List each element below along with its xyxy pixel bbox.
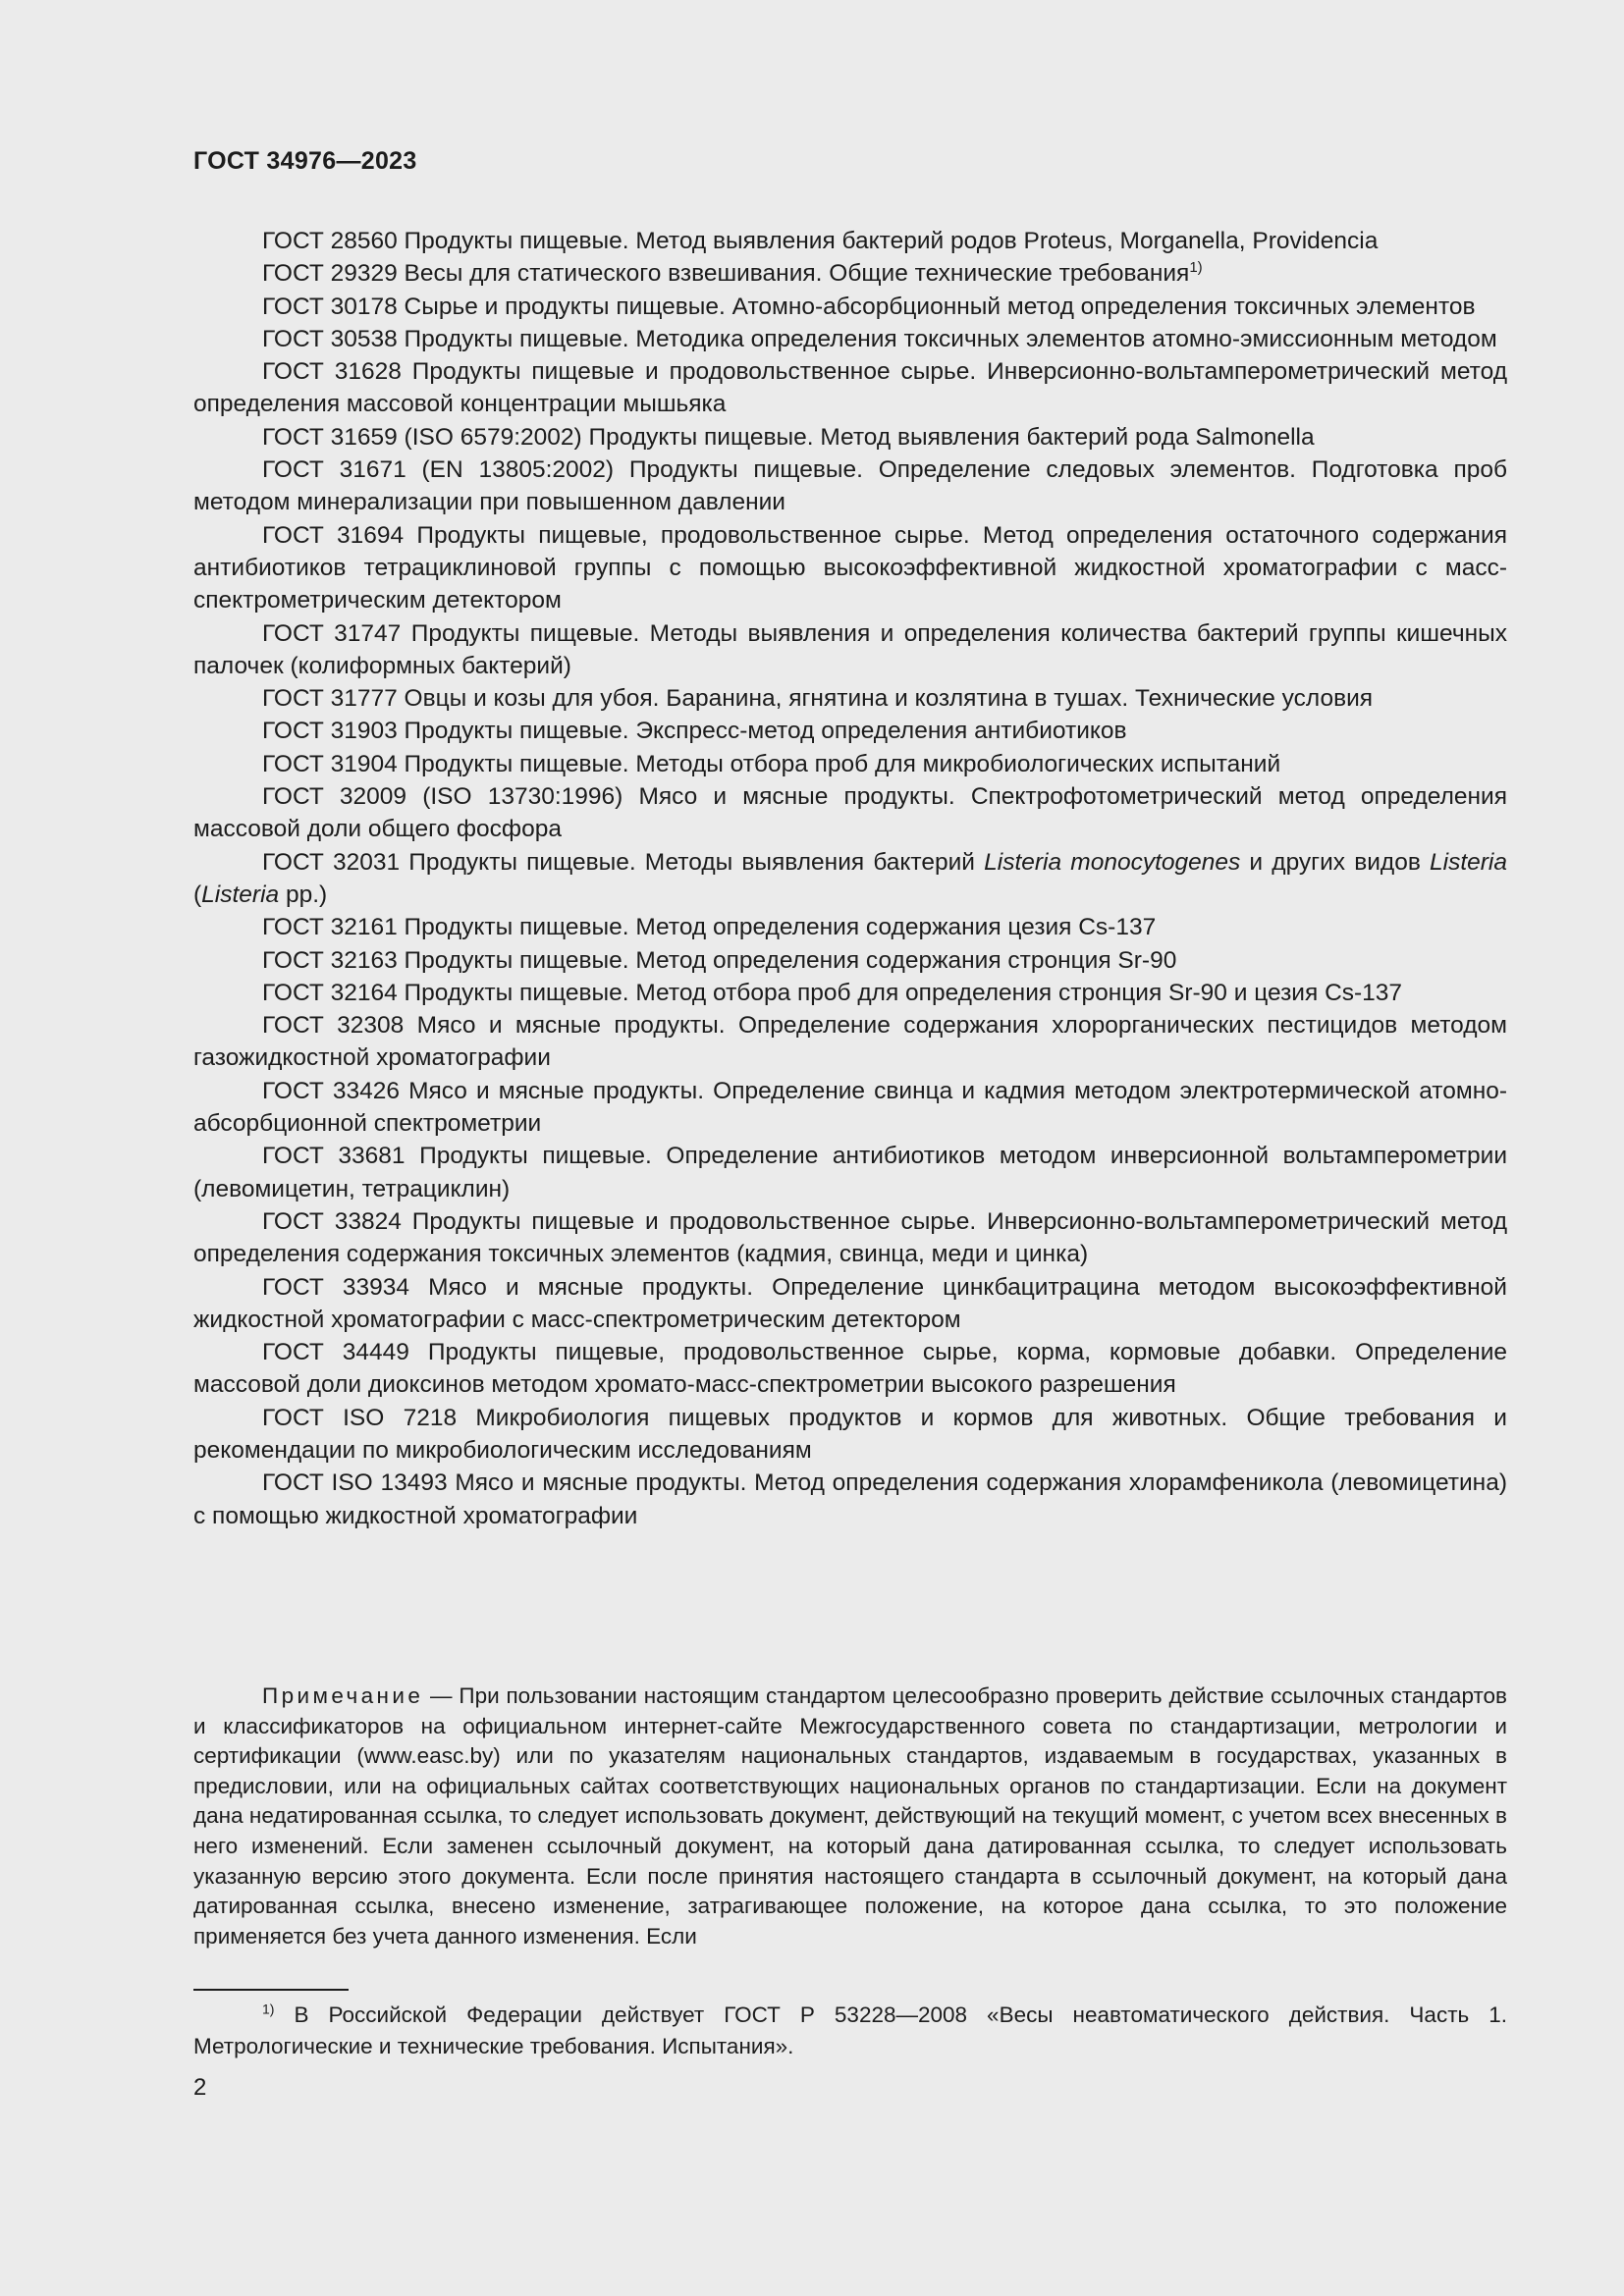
- reference-item: [193, 421, 1507, 454]
- reference-item: [193, 257, 1507, 290]
- reference-code: ГОСТ 33426: [262, 1077, 400, 1104]
- reference-code: ГОСТ 31747: [262, 619, 402, 647]
- reference-title-italic: Listeria: [1430, 848, 1507, 876]
- footnote-reference-marker[interactable]: 1): [1189, 259, 1203, 277]
- reference-item: [193, 323, 1507, 355]
- page-header-title: ГОСТ 34976—2023: [193, 147, 417, 175]
- reference-title: Мясо и мясные продукты. Определение цинкбацитрацина методом высокоэффективной жидкостной хроматографии с масс-спектрометрическим детектором: [193, 1273, 1507, 1333]
- reference-code: ГОСТ 31659 (ISO 6579:2002): [262, 423, 582, 451]
- reference-code: ГОСТ 32163: [262, 946, 398, 974]
- reference-title: Продукты пищевые. Определение антибиотиков методом инверсионной вольтамперометрии (левомицетин, тетрациклин): [193, 1143, 1508, 1202]
- reference-item: [193, 454, 1507, 519]
- reference-code: ГОСТ 31628: [262, 358, 402, 386]
- reference-code: ГОСТ 32308: [262, 1012, 405, 1040]
- reference-code: ГОСТ 34449: [262, 1339, 409, 1366]
- footnote-text: В Российской Федерации действует ГОСТ Р 53228—2008 «Весы неавтоматического действия. Часть 1. Метрологические и технические требования. Испытания».: [193, 2002, 1507, 2058]
- reference-code: ГОСТ ISO 13493: [262, 1469, 448, 1497]
- page-number: 2: [193, 2074, 207, 2101]
- reference-item: [193, 1336, 1507, 1402]
- reference-code: ГОСТ 33681: [262, 1143, 406, 1170]
- reference-title: Продукты пищевые. Метод определения содержания цезия Cs-137: [404, 914, 1157, 941]
- reference-title: Продукты пищевые. Методы выявления и определения количества бактерий группы кишечных палочек (колиформных бактерий): [193, 619, 1507, 679]
- reference-title: Микробиология пищевых продуктов и кормов для животных. Общие требования и рекомендации по микробиологическим исследованиям: [193, 1404, 1507, 1464]
- reference-item: [193, 748, 1507, 780]
- reference-title-italic: Listeria monocytogenes: [984, 848, 1241, 876]
- reference-title: Продукты пищевые и продовольственное сырье. Инверсионно-вольтамперометрический метод определения массовой концентрации мышьяка: [193, 358, 1508, 418]
- reference-title: Продукты пищевые, продовольственное сырье, корма, кормовые добавки. Определение массовой доли диоксинов методом хромато-масс-спектрометрии высокого разрешения: [193, 1339, 1508, 1399]
- reference-title-part: pp.): [279, 881, 328, 908]
- reference-code: ГОСТ 31671 (EN 13805:2002): [262, 456, 615, 484]
- reference-item: [193, 1075, 1507, 1141]
- reference-title: Сырье и продукты пищевые. Атомно-абсорбционный метод определения токсичных элементов: [404, 293, 1476, 320]
- reference-title-part: (: [193, 881, 202, 908]
- reference-item: [193, 715, 1507, 747]
- reference-title: Продукты пищевые. Экспресс-метод определения антибиотиков: [404, 718, 1127, 745]
- reference-title: Мясо и мясные продукты. Метод определения содержания хлорамфеникола (левомицетина) с помощью жидкостной хроматографии: [193, 1469, 1507, 1529]
- reference-title-part: Продукты пищевые. Методы выявления бактерий: [408, 848, 985, 876]
- note-dash: —: [423, 1683, 460, 1708]
- reference-item: [193, 291, 1507, 323]
- reference-code: ГОСТ 32031: [262, 848, 401, 876]
- reference-code: ГОСТ ISO 7218: [262, 1404, 458, 1431]
- reference-item: [193, 1271, 1507, 1337]
- footnote-separator: [193, 1989, 349, 1991]
- reference-item: [193, 1402, 1507, 1468]
- reference-title: Продукты пищевые. Метод выявления бактерий родов Proteus, Morganella, Providencia: [404, 228, 1379, 254]
- reference-code: ГОСТ 31694: [262, 521, 405, 549]
- reference-title: Мясо и мясные продукты. Определение свинца и кадмия методом электротермической атомно-абсорбционной спектрометрии: [193, 1077, 1508, 1138]
- reference-title: Весы для статического взвешивания. Общие технические требования: [404, 260, 1190, 288]
- reference-code: ГОСТ 31903: [262, 718, 398, 745]
- reference-item: [193, 682, 1507, 715]
- reference-item: [193, 780, 1507, 846]
- reference-item: [193, 911, 1507, 943]
- reference-item: [193, 225, 1507, 257]
- reference-item: [193, 1205, 1507, 1271]
- reference-item: [193, 977, 1507, 1009]
- reference-code: ГОСТ 28560: [262, 228, 398, 254]
- note-label: Примечание: [262, 1683, 424, 1708]
- reference-title-part: и других видов: [1240, 848, 1431, 876]
- reference-code: ГОСТ 31904: [262, 750, 398, 777]
- reference-item: [193, 617, 1507, 683]
- reference-code: ГОСТ 33934: [262, 1273, 409, 1301]
- reference-item: [193, 944, 1507, 977]
- reference-title: Овцы и козы для убоя. Баранина, ягнятина и козлятина в тушах. Технические условия: [404, 685, 1374, 713]
- note-text: При пользовании настоящим стандартом целесообразно проверить действие ссылочных стандартов и классификаторов на официальном интернет-сайте Межгосударственного совета по стандартизации, метрологии и сертификации (www.easc.by) или по указателям национальных стандартов, издаваемым в государствах, указанных в предисловии, или на официальных сайтах соответствующих национальных органов по стандартизации. Если на документ дана недатированная ссылка, то следует использовать документ, действующий на текущий момент, с учетом всех внесенных в него изменений. Если заменен ссылочный документ, на который дана датированная ссылка, то следует использовать указанную версию этого документа. Если после принятия настоящего стандарта в ссылочный документ, на который дана датированная ссылка, внесено изменение, затрагивающее положение, на которое дана ссылка, то это положение применяется без учета данного изменения. Если: [193, 1683, 1507, 1949]
- reference-title: Продукты пищевые. Методы отбора проб для микробиологических испытаний: [404, 750, 1281, 777]
- reference-code: ГОСТ 30178: [262, 293, 398, 320]
- reference-code: ГОСТ 29329: [262, 260, 398, 288]
- reference-title: Мясо и мясные продукты. Спектрофотометрический метод определения массовой доли общего фосфора: [193, 783, 1508, 843]
- footnote-marker: 1): [262, 2001, 275, 2017]
- reference-item: [193, 1140, 1507, 1205]
- reference-item: [193, 355, 1507, 421]
- reference-code: ГОСТ 32161: [262, 914, 398, 941]
- reference-item: [193, 1467, 1507, 1532]
- reference-title: Мясо и мясные продукты. Определение содержания хлорорганических пестицидов методом газожидкостной хроматографии: [193, 1012, 1507, 1072]
- reference-title: Продукты пищевые. Методика определения токсичных элементов атомно-эмиссионным методом: [404, 325, 1497, 352]
- reference-item: [193, 519, 1507, 617]
- reference-code: ГОСТ 33824: [262, 1207, 402, 1235]
- reference-title: Продукты пищевые. Метод определения содержания стронция Sr-90: [404, 946, 1177, 974]
- reference-code: ГОСТ 32164: [262, 979, 398, 1006]
- reference-item: [193, 1009, 1507, 1075]
- reference-title: Продукты пищевые. Определение следовых элементов. Подготовка проб методом минерализации при повышенном давлении: [193, 456, 1507, 516]
- reference-code: ГОСТ 30538: [262, 325, 398, 352]
- normative-references-list: [193, 225, 1507, 1532]
- reference-code: ГОСТ 31777: [262, 685, 398, 713]
- note-paragraph: [193, 1682, 1507, 1951]
- footnote: [193, 2000, 1507, 2062]
- reference-title: Продукты пищевые и продовольственное сырье. Инверсионно-вольтамперометрический метод определения содержания токсичных элементов (кадмия, свинца, меди и цинка): [193, 1207, 1508, 1268]
- reference-title: Продукты пищевые, продовольственное сырье. Метод определения остаточного содержания антибиотиков тетрациклиновой группы с помощью высокоэффективной жидкостной хроматографии с масс-спектрометрическим детектором: [193, 521, 1508, 614]
- reference-title: Продукты пищевые. Метод отбора проб для определения стронция Sr-90 и цезия Cs-137: [404, 979, 1403, 1006]
- reference-title: Продукты пищевые. Метод выявления бактерий рода Salmonella: [588, 423, 1315, 451]
- reference-item: [193, 846, 1507, 912]
- reference-title-italic: Listeria: [201, 881, 280, 908]
- reference-code: ГОСТ 32009 (ISO 13730:1996): [262, 783, 623, 811]
